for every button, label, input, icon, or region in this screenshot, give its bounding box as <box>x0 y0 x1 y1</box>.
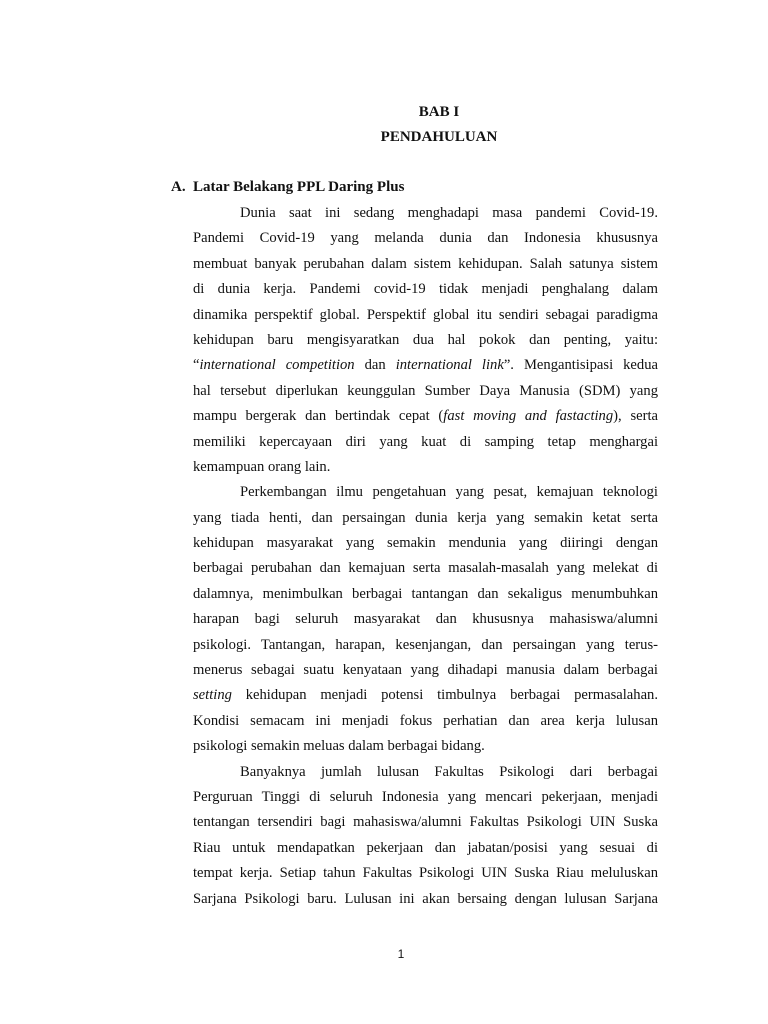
paragraph-2-line: menerus sebagai suatu kenyataan yang dihadapi manusia dalam berbagai <box>193 662 658 679</box>
paragraph-2-line: berbagai perubahan dan kemajuan serta masalah-masalah yang melekat di <box>193 560 658 577</box>
body-text <box>193 201 658 912</box>
section-title-text: Latar Belakang PPL Daring Plus <box>193 179 405 195</box>
paragraph-2-line: kehidupan masyarakat yang semakin mendunia yang diiringi dengan <box>193 535 658 552</box>
page-number: 1 <box>397 947 405 961</box>
section-marker: A. <box>171 179 186 195</box>
text-run: ”. Mengantisipasi kedua <box>503 357 658 374</box>
open-quote: “ <box>193 357 200 374</box>
italic-term: international link <box>395 357 504 374</box>
paragraph-1-line: di dunia kerja. Pandemi covid-19 tidak menjadi penghalang dalam <box>193 281 658 298</box>
section-heading <box>171 178 404 196</box>
paragraph-1-line: memiliki kepercayaan diri yang kuat di samping tetap menghargai <box>193 433 658 450</box>
text-run: kehidupan menjadi potensi timbulnya berbagai permasalahan. <box>231 687 658 704</box>
chapter-heading: BAB I <box>418 104 460 120</box>
text-run: mampu bergerak dan bertindak cepat ( <box>193 408 444 425</box>
paragraph-1-line: hal tersebut diperlukan keunggulan Sumber Daya Manusia (SDM) yang <box>193 382 658 399</box>
paragraph-1-line: Pandemi Covid-19 yang melanda dunia dan Indonesia khususnya <box>193 230 658 247</box>
paragraph-3-line: tempat kerja. Setiap tahun Fakultas Psikologi UIN Suska Riau meluluskan <box>193 865 658 882</box>
paragraph-2-line: yang tiada henti, dan persaingan dunia kerja yang semakin ketat serta <box>193 509 658 526</box>
italic-term: international competition <box>199 357 355 374</box>
paragraph-1-line: Dunia saat ini sedang menghadapi masa pandemi Covid-19. <box>240 205 658 221</box>
paragraph-3-line: tentangan tersendiri bagi mahasiswa/alumni Fakultas Psikologi UIN Suska <box>193 814 658 831</box>
paragraph-3-line: Sarjana Psikologi baru. Lulusan ini akan bersaing dengan lulusan Sarjana <box>193 890 658 907</box>
paragraph-1-line: kemampuan orang lain. <box>193 458 331 475</box>
paragraph-1-line: kehidupan baru mengisyaratkan dua hal pokok dan penting, yaitu: <box>193 331 658 348</box>
paragraph-1-line: membuat banyak perubahan dalam sistem kehidupan. Salah satunya sistem <box>193 255 658 272</box>
italic-term: setting <box>193 687 232 704</box>
paragraph-1-line <box>193 353 658 378</box>
paragraph-1-line: dinamika perspektif global. Perspektif global itu sendiri sebagai paradigma <box>193 306 658 323</box>
paragraph-2-line <box>193 683 658 708</box>
paragraph-2-line: dalamnya, menimbulkan berbagai tantangan dan sekaligus menumbuhkan <box>193 585 658 602</box>
paragraph-2-line: psikologi semakin meluas dalam berbagai bidang. <box>193 738 485 755</box>
paragraph-2-line: psikologi. Tantangan, harapan, kesenjangan, dan persaingan yang terus- <box>193 636 658 653</box>
italic-term: fast moving and fastacting <box>443 408 614 425</box>
paragraph-3-line: Perguruan Tinggi di seluruh Indonesia yang mencari pekerjaan, menjadi <box>193 788 658 805</box>
paragraph-2-line: Kondisi semacam ini menjadi fokus perhatian dan area kerja lulusan <box>193 712 658 729</box>
text-run: ), serta <box>613 408 658 425</box>
chapter-title: PENDAHULUAN <box>380 129 498 145</box>
paragraph-1-line <box>193 404 658 429</box>
paragraph-2-line: Perkembangan ilmu pengetahuan yang pesat, kemajuan teknologi <box>240 484 658 501</box>
paragraph-2-line: harapan bagi seluruh masyarakat dan khususnya mahasiswa/alumni <box>193 611 658 628</box>
text-run: dan <box>354 357 396 374</box>
paragraph-3-line: Riau untuk mendapatkan pekerjaan dan jabatan/posisi yang sesuai di <box>193 839 658 856</box>
paragraph-3-line: Banyaknya jumlah lulusan Fakultas Psikologi dari berbagai <box>240 763 658 780</box>
